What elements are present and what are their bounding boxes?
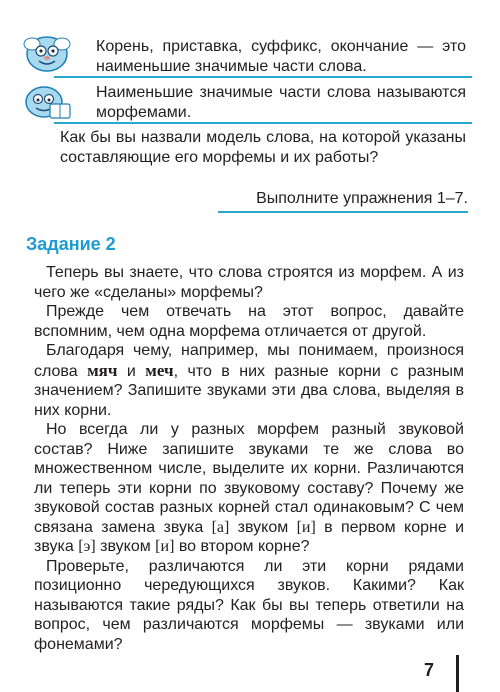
- exercise-underline: [218, 211, 468, 213]
- text-run: во втором корне?: [174, 538, 310, 555]
- mascot-scientist-icon: [22, 30, 72, 74]
- task-body: [34, 263, 464, 654]
- phonetic-symbol: [и]: [296, 518, 316, 536]
- paragraph: [34, 420, 464, 557]
- definition-text: Корень, приставка, суффикс, окончание — это наименьшие значимые части слова.: [96, 38, 466, 75]
- definition-morphemes: [96, 83, 466, 122]
- phonetic-symbol: [э]: [78, 538, 96, 555]
- text-run: Благодаря чему, например, мы понимаем, произнося слова: [34, 342, 464, 380]
- definition-text: Наименьшие значимые части слова называются морфемами.: [96, 84, 466, 121]
- definition-morpheme-parts: [96, 37, 466, 76]
- question-text: Как бы вы назвали модель слова, на которой указаны составляющие его морфемы и их работы?: [60, 129, 466, 166]
- paragraph: [34, 341, 464, 420]
- divider: [54, 76, 472, 78]
- exercise-reference: Выполните упражнения 1–7.: [256, 190, 468, 207]
- text-run: , что в них разные корни с разным значением? Запишите звуками эти два слова, выделяя в них корни.: [34, 362, 465, 419]
- mascot-reader-icon: [20, 82, 72, 122]
- text-run: звуком: [95, 538, 156, 555]
- page-number: 7: [424, 660, 435, 680]
- phonetic-symbol: [а]: [211, 518, 230, 536]
- task-heading: Задание 2: [26, 234, 116, 254]
- text-run: Но всегда ли у разных морфем разный звуковой состав? Ниже запишите звуками те же слова во множественном числе, выделите их корни. Различаются ли теперь эти корни по звуковому составу? Почему же звуковой состав разных корней стал одинаковым? С чем связана замена звука: [34, 421, 464, 536]
- text-run: в первом корне и звука: [34, 518, 465, 555]
- text-run: звуком: [229, 518, 297, 536]
- text-run: и: [117, 362, 146, 380]
- example-word-mech: меч: [145, 360, 174, 380]
- paragraph: Теперь вы знаете, что слова строятся из морфем. А из чего же «сделаны» морфемы?: [34, 264, 464, 301]
- paragraph: Прежде чем отвечать на этот вопрос, давайте вспомним, чем одна морфема отличается от другой.: [34, 303, 464, 340]
- example-word-myach: мяч: [87, 360, 118, 380]
- divider: [54, 122, 472, 124]
- paragraph: Проверьте, различаются ли эти корни рядами позиционно чередующихся звуков. Какими? Как называются такие ряды? Как бы вы теперь ответили на вопрос, чем различаются морфемы — звуками или фонемами?: [34, 557, 464, 653]
- model-question: [60, 128, 466, 167]
- phonetic-symbol: [и]: [155, 538, 175, 555]
- page-edge-bar: [456, 655, 459, 692]
